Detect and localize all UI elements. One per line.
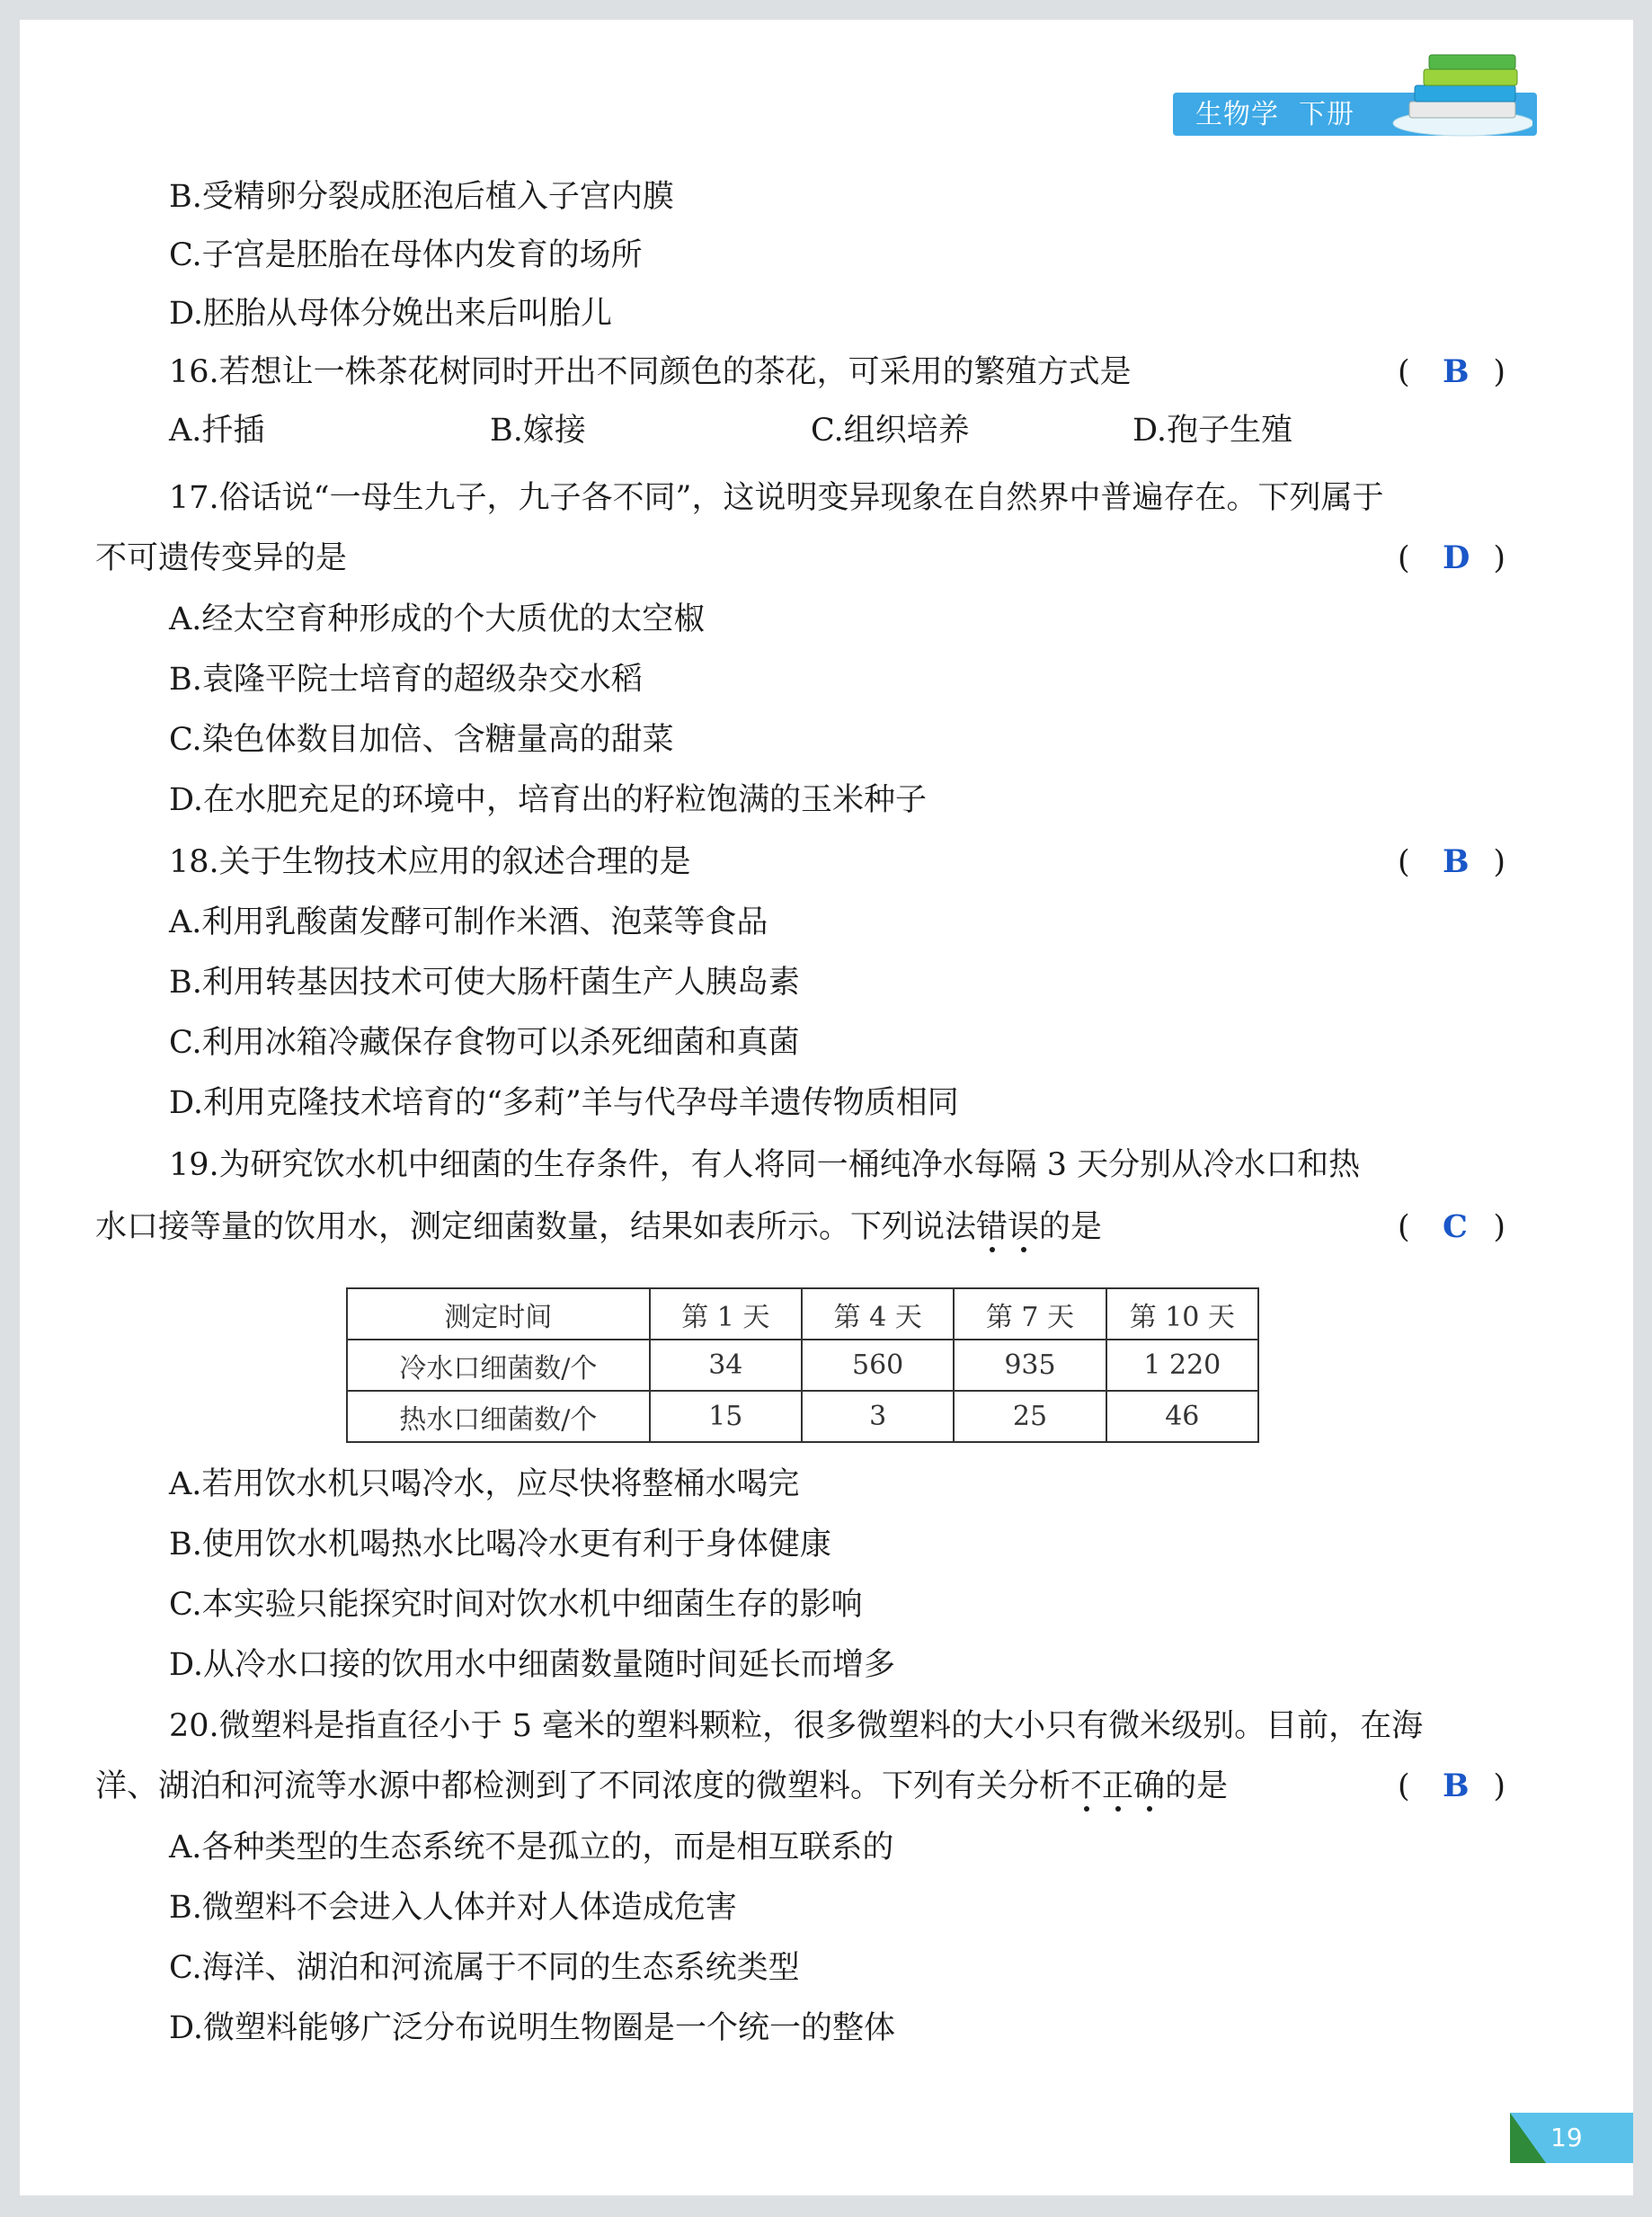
q17-answer-box: ( D ) — [1398, 532, 1505, 584]
q20-stem-text: 的是 — [1165, 1768, 1229, 1804]
q20-emphasis-char: 不 — [1070, 1768, 1103, 1804]
table-cell: 25 — [954, 1391, 1106, 1442]
table-cell: 冷水口细菌数/个 — [347, 1340, 650, 1391]
q18-option-a: A.利用乳酸菌发酵可制作米酒、泡菜等食品 — [169, 904, 768, 940]
q15-option-c: C.子宫是胚胎在母体内发育的场所 — [169, 237, 643, 273]
q19-stem-text: 的是 — [1039, 1209, 1103, 1245]
table-row — [347, 1340, 1258, 1391]
q18-option-b: B.利用转基因技术可使大肠杆菌生产人胰岛素 — [169, 965, 800, 1001]
q20-stem-text: 洋、湖泊和河流等水源中都检测到了不同浓度的微塑料。下列有关分析 — [95, 1768, 1071, 1804]
q20-stem-line1: 20.微塑料是指直径小于 5 毫米的塑料颗粒，很多微塑料的大小只有微米级别。目前，在海 — [169, 1708, 1424, 1744]
table-header: 第 4 天 — [802, 1288, 954, 1340]
q16-options — [0, 405, 1652, 457]
q16-answer-box: ( B ) — [1398, 346, 1505, 398]
q18-answer: B — [1443, 843, 1470, 880]
q20-emphasis-char: 正 — [1102, 1768, 1134, 1804]
q19-option-c: C.本实验只能探究时间对饮水机中细菌生存的影响 — [169, 1587, 863, 1623]
table-row — [347, 1391, 1258, 1442]
q19-option-d: D.从冷水口接的饮用水中细菌数量随时间延长而增多 — [169, 1647, 895, 1683]
table-cell: 1 220 — [1106, 1340, 1258, 1391]
q16-option-a: A.扦插 — [169, 413, 265, 449]
q16-option-b: B.嫁接 — [490, 413, 586, 449]
table-cell: 15 — [650, 1391, 802, 1442]
table-cell: 935 — [954, 1340, 1106, 1391]
table-header: 第 10 天 — [1106, 1288, 1258, 1340]
q18-option-d: D.利用克隆技术培育的“多莉”羊与代孕母羊遗传物质相同 — [169, 1085, 959, 1121]
books-icon — [1384, 49, 1532, 139]
q19-stem-line2 — [95, 1201, 1102, 1253]
subject-label: 生物学 — [1195, 99, 1279, 130]
table-cell: 热水口细菌数/个 — [347, 1391, 650, 1442]
q17-option-c: C.染色体数目加倍、含糖量高的甜菜 — [169, 722, 674, 758]
q20-option-b: B.微塑料不会进入人体并对人体造成危害 — [169, 1890, 737, 1926]
q19-emphasis-char: 错 — [976, 1209, 1008, 1245]
q16-stem: 16.若想让一株茶花树同时开出不同颜色的茶花，可采用的繁殖方式是 — [169, 354, 1132, 390]
page-number: 19 — [1550, 2123, 1583, 2152]
table-header-row — [347, 1288, 1258, 1340]
volume-label: 下册 — [1299, 99, 1354, 130]
table-cell: 46 — [1106, 1391, 1258, 1442]
q17-stem-line1: 17.俗话说“一母生九子，九子各不同”，这说明变异现象在自然界中普遍存在。下列属于 — [169, 480, 1384, 516]
q18-option-c: C.利用冰箱冷藏保存食物可以杀死细菌和真菌 — [169, 1025, 800, 1061]
q19-stem-line1: 19.为研究饮水机中细菌的生存条件，有人将同一桶纯净水每隔 3 天分别从冷水口和热 — [169, 1147, 1361, 1183]
q16-option-d: D.孢子生殖 — [1132, 413, 1292, 449]
bacteria-table — [346, 1287, 1259, 1443]
table-header: 第 1 天 — [650, 1288, 802, 1340]
q18-stem: 18.关于生物技术应用的叙述合理的是 — [169, 844, 691, 880]
header-label — [1195, 95, 1374, 135]
q19-option-a: A.若用饮水机只喝冷水，应尽快将整桶水喝完 — [169, 1466, 800, 1502]
q20-answer-box: ( B ) — [1398, 1760, 1505, 1812]
q20-option-a: A.各种类型的生态系统不是孤立的，而是相互联系的 — [169, 1830, 894, 1865]
q20-answer: B — [1443, 1767, 1470, 1804]
q19-emphasis-char: 误 — [1008, 1209, 1040, 1245]
q17-stem-line2: 不可遗传变异的是 — [95, 540, 348, 576]
q19-answer-box: ( C ) — [1398, 1201, 1505, 1253]
table-cell: 3 — [802, 1391, 954, 1442]
q20-emphasis-char: 确 — [1133, 1768, 1166, 1804]
q15-option-d: D.胚胎从母体分娩出来后叫胎儿 — [169, 296, 612, 332]
q16-option-c: C.组织培养 — [811, 413, 970, 449]
q18-answer-box: ( B ) — [1398, 836, 1505, 888]
q17-option-a: A.经太空育种形成的个大质优的太空椒 — [169, 601, 706, 637]
q17-option-b: B.袁隆平院士培育的超级杂交水稻 — [169, 662, 643, 698]
q20-option-d: D.微塑料能够广泛分布说明生物圈是一个统一的整体 — [169, 2010, 895, 2046]
q19-option-b: B.使用饮水机喝热水比喝冷水更有利于身体健康 — [169, 1527, 831, 1563]
q20-stem-line2 — [95, 1760, 1228, 1812]
q17-option-d: D.在水肥充足的环境中，培育出的籽粒饱满的玉米种子 — [169, 782, 927, 818]
table-header: 第 7 天 — [954, 1288, 1106, 1340]
table-cell: 34 — [650, 1340, 802, 1391]
q15-option-b: B.受精卵分裂成胚泡后植入子宫内膜 — [169, 179, 674, 215]
q17-answer: D — [1443, 539, 1470, 576]
q20-option-c: C.海洋、湖泊和河流属于不同的生态系统类型 — [169, 1950, 800, 1986]
table-cell: 560 — [802, 1340, 954, 1391]
table-header: 测定时间 — [347, 1288, 650, 1340]
q19-answer: C — [1443, 1208, 1468, 1245]
q19-stem-text: 水口接等量的饮用水，测定细菌数量，结果如表所示。下列说法 — [95, 1209, 977, 1245]
q16-answer: B — [1443, 353, 1470, 390]
